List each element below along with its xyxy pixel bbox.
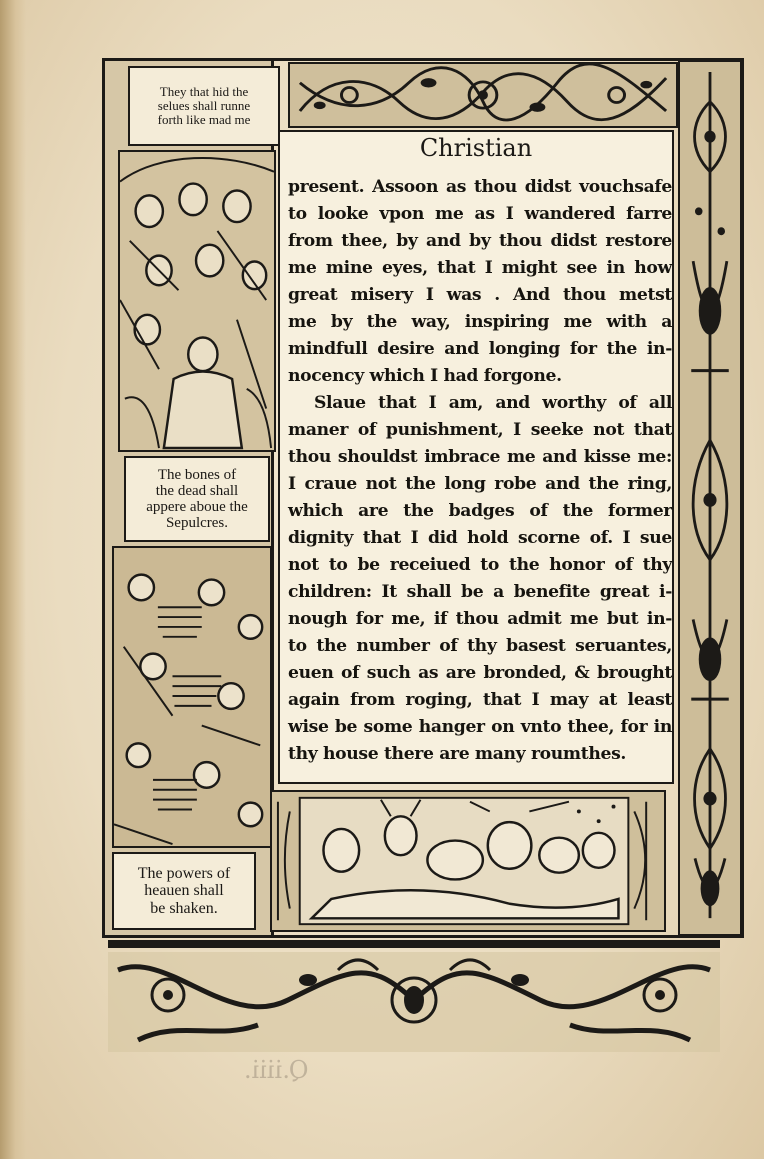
text-line: present. Assoon as thou didst vouchsafe (288, 177, 672, 197)
caption-text: The bones of the dead shall appere aboue the Sepulcres. (146, 466, 248, 532)
text-line: to the number of thy basest seruantes, (288, 636, 672, 656)
text-line: me by the way, inspiring me with a (288, 312, 672, 332)
text-line: Slaue that I am, and worthy of all (314, 393, 672, 413)
text-line: nough for me, if thou admit me but in- (288, 609, 672, 629)
text-line: thy house there are many roumthes. (288, 744, 627, 764)
text-line: from thee, by and by thou didst restore (288, 231, 672, 251)
bottom-ornament-woodcut (108, 940, 720, 1052)
text-line: mindfull desire and longing for the in- (288, 339, 672, 359)
text-line: dignity that I did hold scorne of. I sue (288, 528, 672, 548)
caption-text: The powers of heauen shall be shaken. (137, 865, 231, 917)
folio-show-through: Q.iiii. (244, 1056, 309, 1084)
page-frame (102, 58, 744, 938)
text-line: I craue not the long robe and the ring, (288, 474, 672, 494)
text-line: nocency which I had forgone. (288, 366, 562, 386)
text-line: children: It shall be a benefite great i- (288, 582, 672, 602)
caption-text: They that hid the selues shall runne forth like mad me (157, 83, 251, 128)
text-line: thou shouldst imbrace me and kisse me: (288, 447, 672, 467)
text-line: me mine eyes, that I might see in how (288, 258, 672, 278)
running-head: Christian (419, 134, 533, 162)
text-line: not to be receiued to the honor of thy (288, 555, 672, 575)
text-line: wise be some hanger on vnto thee, for in (288, 717, 672, 737)
text-line: to looke vpon me as I wandered farre (288, 204, 672, 224)
text-line: euen of such as are bronded, & brought (288, 663, 672, 683)
text-line: maner of punishment, I seeke not that (288, 420, 672, 440)
text-line: again from roging, that I may at least (288, 690, 672, 710)
spine-shadow (0, 0, 26, 1159)
text-line: which are the badges of the former (288, 501, 672, 521)
text-line: great misery I was . And thou metst (288, 285, 672, 305)
